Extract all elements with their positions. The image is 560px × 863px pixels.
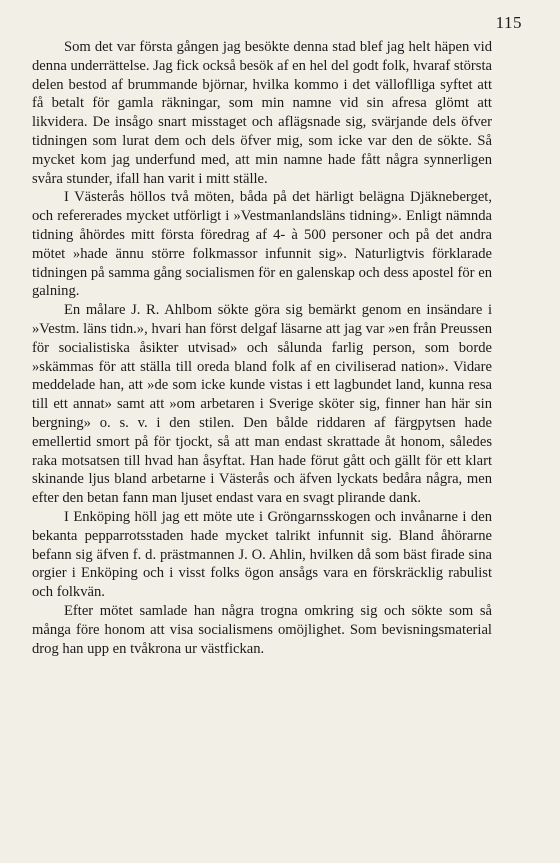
body-text: [32, 38, 492, 658]
page-number: 115: [495, 13, 522, 32]
paragraph-4: I Enköping höll jag ett möte ute i Gröngarnsskogen och invånarne i den bekanta pepparrotsstaden hade mycket talrikt infunnit sig. Bland åhörarne befann sig äfven f. d. prästmannen J. O. Ahlin, hvilken då som bäst firade sina orgier i Enköping och i visst folks ögon ansågs vara en förskräcklig rabulist och folkvän.: [32, 508, 492, 601]
paragraph-5: Efter mötet samlade han några trogna omkring sig och sökte som så många före honom att visa socialismens omöjlighet. Som bevisningsmaterial drog han upp en tvåkrona ur västfickan.: [32, 602, 492, 657]
paragraph-2: I Västerås höllos två möten, båda på det härligt belägna Djäkneberget, och refererades mycket utförligt i »Vestmanlandsläns tidning». Enligt nämnda tidning åhördes mitt första föredrag af 4- à 500 personer och på det andra mötet »hade ännu större folkmassor infunnit sig». Naturligtvis förklarade tidningen på samma gång socialismen för en galenskap och dess apostel för en galning.: [32, 189, 492, 300]
paragraph-1: Som det var första gången jag besökte denna stad blef jag helt häpen vid denna underrättelse. Jag fick också besök af en hel del godt folk, hvaraf största delen bestod af brummande björnar, hvilka kommo i det välloflliga syftet att få betalt för gamla räkningar, som min namne vid sin afresa glömt att likvidera. De insågo snart misstaget och aflägsnade sig, svärjande dels öfver tidningen som lurat dem och dels öfver mig, som icke var den de sökte. Så mycket kom jag underfund med, att min namne hade fått några synnerligen svåra stunder, ifall han varit i mitt ställe.: [32, 39, 492, 187]
paragraph-3: En målare J. R. Ahlbom sökte göra sig bemärkt genom en insändare i »Vestm. läns tidn.», hvari han först delgaf läsarne att jag var »en från Preussen för socialistiska åsikter utvisad» och sålunda farlig person, som borde »skämmas för att ställa till oreda bland folk af en civiliserad nation». Vidare meddelade han, att »de som icke kunde vistas i ett lagbundet land, kunna resa till ett annat» samt att »om arbetaren i Sverige sköter sig, finner han här sin bergning» o. s. v. i den stilen. Den bålde riddaren af färgpytsen hade emellertid smort på för tjockt, så att man endast skrattade åt honom, således raka motsatsen till hvad han åsyftat. Han hade förut gått och gällt för ett klart skinande ljus bland arbetarne i Västerås och äfven lyckats bedåra några, men efter den betan fann man ljuset endast vara en svagt plirande dank.: [32, 302, 492, 507]
